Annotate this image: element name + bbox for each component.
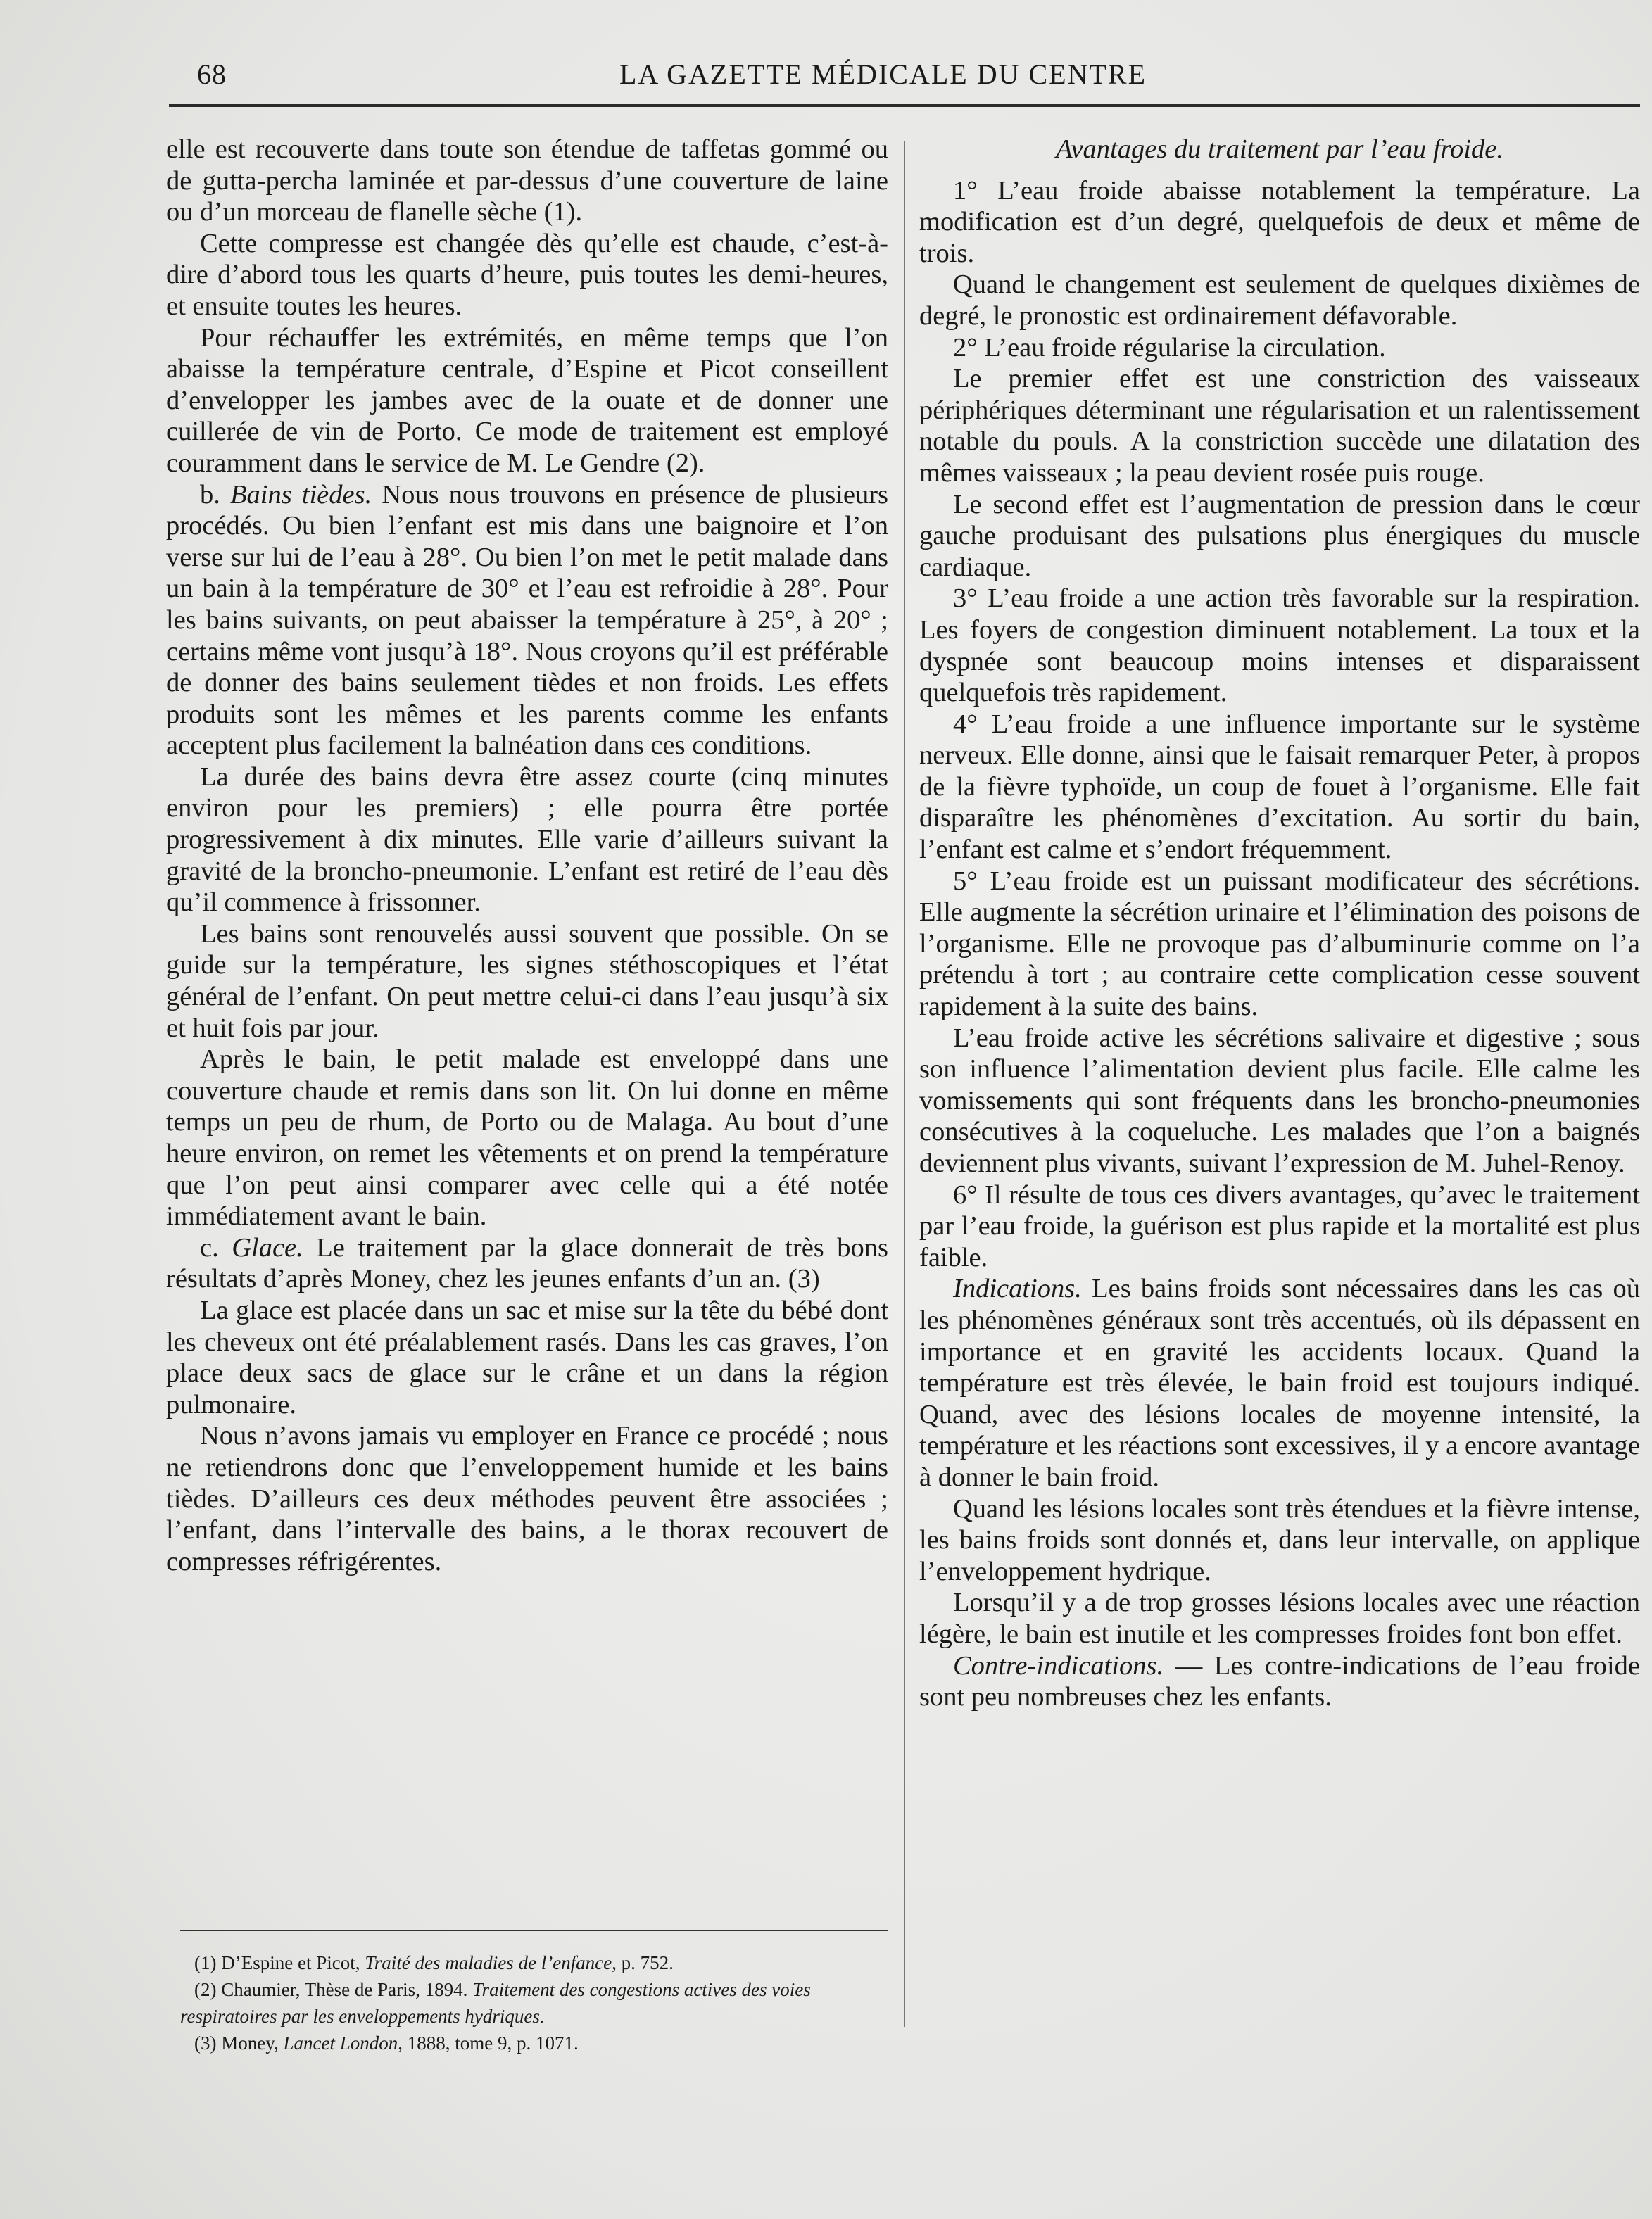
column-divider [904,141,905,2027]
paragraph [166,1044,888,1232]
paragraph-text: 4° L’eau froide a une influence importante sur le système nerveux. Elle donne, ainsi que le faisait remarquer Peter, à propos de la fièvre typhoïde, un coup de fouet à l’organisme. Elle fait disparaître les phénomènes d’excitation. Au sortir du bain, l’enfant est calme et s’endort fréquemment. [919,709,1640,865]
paragraph-text: 2° L’eau froide régularise la circulation. [953,332,1386,362]
paragraph [166,918,888,1044]
paragraph [919,175,1640,270]
footnotes [180,1949,888,2056]
right-column [919,134,1640,1713]
paragraph-text: Après le bain, le petit malade est enveloppé dans une couverture chaude et remis dans son lit. On lui donne en même temps un peu de rhum, de Porto ou de Malaga. Au bout d’une heure environ, on remet les vêtements et on prend la température que l’on peut ainsi comparer avec celle qui a été notée immédiatement avant le bain. [166,1044,888,1232]
paragraph-text: Quand le changement est seulement de quelques dixièmes de degré, le pronostic est ordinairement défavorable. [919,270,1640,331]
paragraph [166,1295,888,1420]
paragraph-text: Le premier effet est une constriction des vaisseaux périphériques déterminant une régularisation et un ralentissement notable du pouls. A la constriction succède une dilatation des mêmes vaisseaux ; la peau devient rosée puis rouge. [919,364,1640,488]
paragraph [919,489,1640,583]
paragraph [919,1650,1640,1713]
italic-term: Lancet London [283,2032,398,2054]
paragraph-text: Nous n’avons jamais vu employer en France ce procédé ; nous ne retiendrons donc que l’enveloppement humide et les bains tièdes. D’ailleurs ces deux méthodes peuvent être associées ; l’enfant, dans l’intervalle des bains, a le thorax recouvert de compresses réfrigérentes. [166,1421,888,1576]
paragraph [919,1273,1640,1493]
paragraph [166,134,888,228]
italic-term: Contre-indications. [953,1650,1164,1681]
paragraph-lead: (3) Money, [194,2032,284,2054]
paragraph [166,322,888,479]
running-title: LA GAZETTE MÉDICALE DU CENTRE [619,58,1147,90]
paragraph [919,363,1640,488]
paragraph [166,1420,888,1577]
paragraph [919,1493,1640,1588]
paragraph [919,1023,1640,1180]
paragraph-text: Cette compresse est changée dès qu’elle est chaude, c’est-à-dire d’abord tous les quarts d’heure, puis toutes les demi-heures, et ensuite toutes les heures. [166,228,888,321]
paragraph [166,228,888,322]
paragraph-text: Le traitement par la glace donnerait de très bons résultats d’après Money, chez les jeunes enfants d’un an. (3) [166,1232,888,1294]
page-number: 68 [197,58,227,90]
footnote-rule [180,1930,888,1931]
paragraph-text: Pour réchauffer les extrémités, en même temps que l’on abaisse la température centrale, d’Espine et Picot conseillent d’envelopper les jambes avec de la ouate et de donner une cuillerée de vin de Porto. Ce mode de traitement est employé couramment dans le service de M. Le Gendre (2). [166,322,888,478]
paragraph-lead: (1) D’Espine et Picot, [194,1952,365,1973]
footnote [180,1976,888,2030]
paragraph [166,479,888,761]
paragraph [919,269,1640,331]
paragraph [166,761,888,918]
paragraph-text: La glace est placée dans un sac et mise sur la tête du bébé dont les cheveux ont été préalablement rasés. Dans les cas graves, l’on place deux sacs de glace sur le crâne et un dans la région pulmonaire. [166,1295,888,1420]
paragraph [919,1180,1640,1274]
paragraph [919,1587,1640,1650]
paragraph-text: 1° L’eau froide abaisse notablement la température. La modification est d’un degré, quelquefois de deux et même de trois. [919,175,1640,268]
paragraph-text: — Les contre-indications de l’eau froide sont peu nombreuses chez les enfants. [919,1650,1640,1712]
paragraph-text: elle est recouverte dans toute son étendue de taffetas gommé ou de gutta-percha laminée et par-dessus d’une couverture de laine ou d’un morceau de flanelle sèche (1). [166,134,888,227]
paragraph-lead: c. [200,1232,232,1263]
paragraph-text: , p. 752. [612,1952,674,1973]
paragraph [166,1232,888,1295]
footnote [180,2030,888,2056]
paragraph-text: Nous nous trouvons en présence de plusieurs procédés. Ou bien l’enfant est mis dans une baignoire et l’on verse sur lui de l’eau à 28°. Ou bien l’on met le petit malade dans un bain à la température de 30° et l’eau est refroidie à 28°. Pour les bains suivants, on peut abaisser la température à 25°, à 20° ; certains même vont jusqu’à 18°. Nous croyons qu’il est préférable de donner des bains seulement tièdes et non froids. Les effets produits sont les mêmes et les parents comme les enfants acceptent plus facilement la balnéation dans ces conditions. [166,479,889,761]
header-rule [169,104,1640,107]
paragraph [919,332,1640,364]
footnote [180,1949,888,1976]
italic-term: Traitement des congestions actives des voies respiratoires par les enveloppements hydriques. [180,1979,811,2027]
paragraph-text: Les bains sont renouvelés aussi souvent que possible. On se guide sur la température, les signes stéthoscopiques et l’état général de l’enfant. On peut mettre celui-ci dans l’eau jusqu’à six et huit fois par jour. [166,918,888,1043]
left-column [166,134,888,1577]
paragraph [919,866,1640,1023]
paragraph [919,583,1640,708]
paragraph-text: 6° Il résulte de tous ces divers avantages, qu’avec le traitement par l’eau froide, la guérison est plus rapide et la mortalité est plus faible. [919,1180,1640,1272]
paragraph-text: 5° L’eau froide est un puissant modificateur des sécrétions. Elle augmente la sécrétion urinaire et l’élimination des poisons de l’organisme. Elle ne provoque pas d’albuminurie comme on l’a prétendu à tort ; au contraire cette complication cesse souvent rapidement à la suite des bains. [919,866,1640,1022]
paragraph-text: Quand les lésions locales sont très étendues et la fièvre intense, les bains froids sont donnés et, dans leur intervalle, on applique l’enveloppement hydrique. [919,1493,1640,1586]
italic-term: Glace. [232,1232,303,1263]
paragraph-text: 3° L’eau froide a une action très favorable sur la respiration. Les foyers de congestion diminuent notablement. La toux et la dyspnée sont beaucoup moins intenses et disparaissent quelquefois très rapidement. [919,583,1640,708]
paragraph-text: Lorsqu’il y a de trop grosses lésions locales avec une réaction légère, le bain est inutile et les compresses froides font bon effet. [919,1588,1640,1649]
paragraph-text: Le second effet est l’augmentation de pression dans le cœur gauche produisant des pulsations plus énergiques du muscle cardiaque. [919,489,1640,582]
page-header [197,58,1633,101]
paragraph-text: L’eau froide active les sécrétions salivaire et digestive ; sous son influence l’alimentation devient plus facile. Elle calme les vomissements qui sont fréquents dans les broncho-pneumonies consécutives à la coqueluche. Les malades que l’on a baignés deviennent plus vivants, suivant l’expression de M. Juhel-Renoy. [919,1023,1640,1178]
paragraph-text: , 1888, tome 9, p. 1071. [398,2032,579,2054]
italic-term: Traité des maladies de l’enfance [365,1952,612,1973]
paragraph-text: Les bains froids sont nécessaires dans les cas où les phénomènes généraux sont très accentués, où ils dépassent en importance et en gravité les accidents locaux. Quand la température est très élevée, le bain froid est toujours indiqué. Quand, avec des lésions locales de moyenne intensité, la température et les réactions sont excessives, il y a encore avantage à donner le bain froid. [919,1274,1640,1492]
italic-term: Indications. [953,1274,1082,1304]
paragraph-lead: b. [200,479,230,510]
italic-term: Bains tièdes. [229,479,372,510]
section-heading: Avantages du traitement par l’eau froide. [1056,134,1503,164]
paragraph-lead: (2) Chaumier, Thèse de Paris, 1894. [194,1979,473,2000]
paragraph [919,709,1640,866]
paragraph-text: La durée des bains devra être assez courte (cinq minutes environ pour les premiers) ; elle pourra être portée progressivement à dix minutes. Elle varie d’ailleurs suivant la gravité de la broncho-pneumonie. L’enfant est retiré de l’eau dès qu’il commence à frissonner. [166,761,888,918]
